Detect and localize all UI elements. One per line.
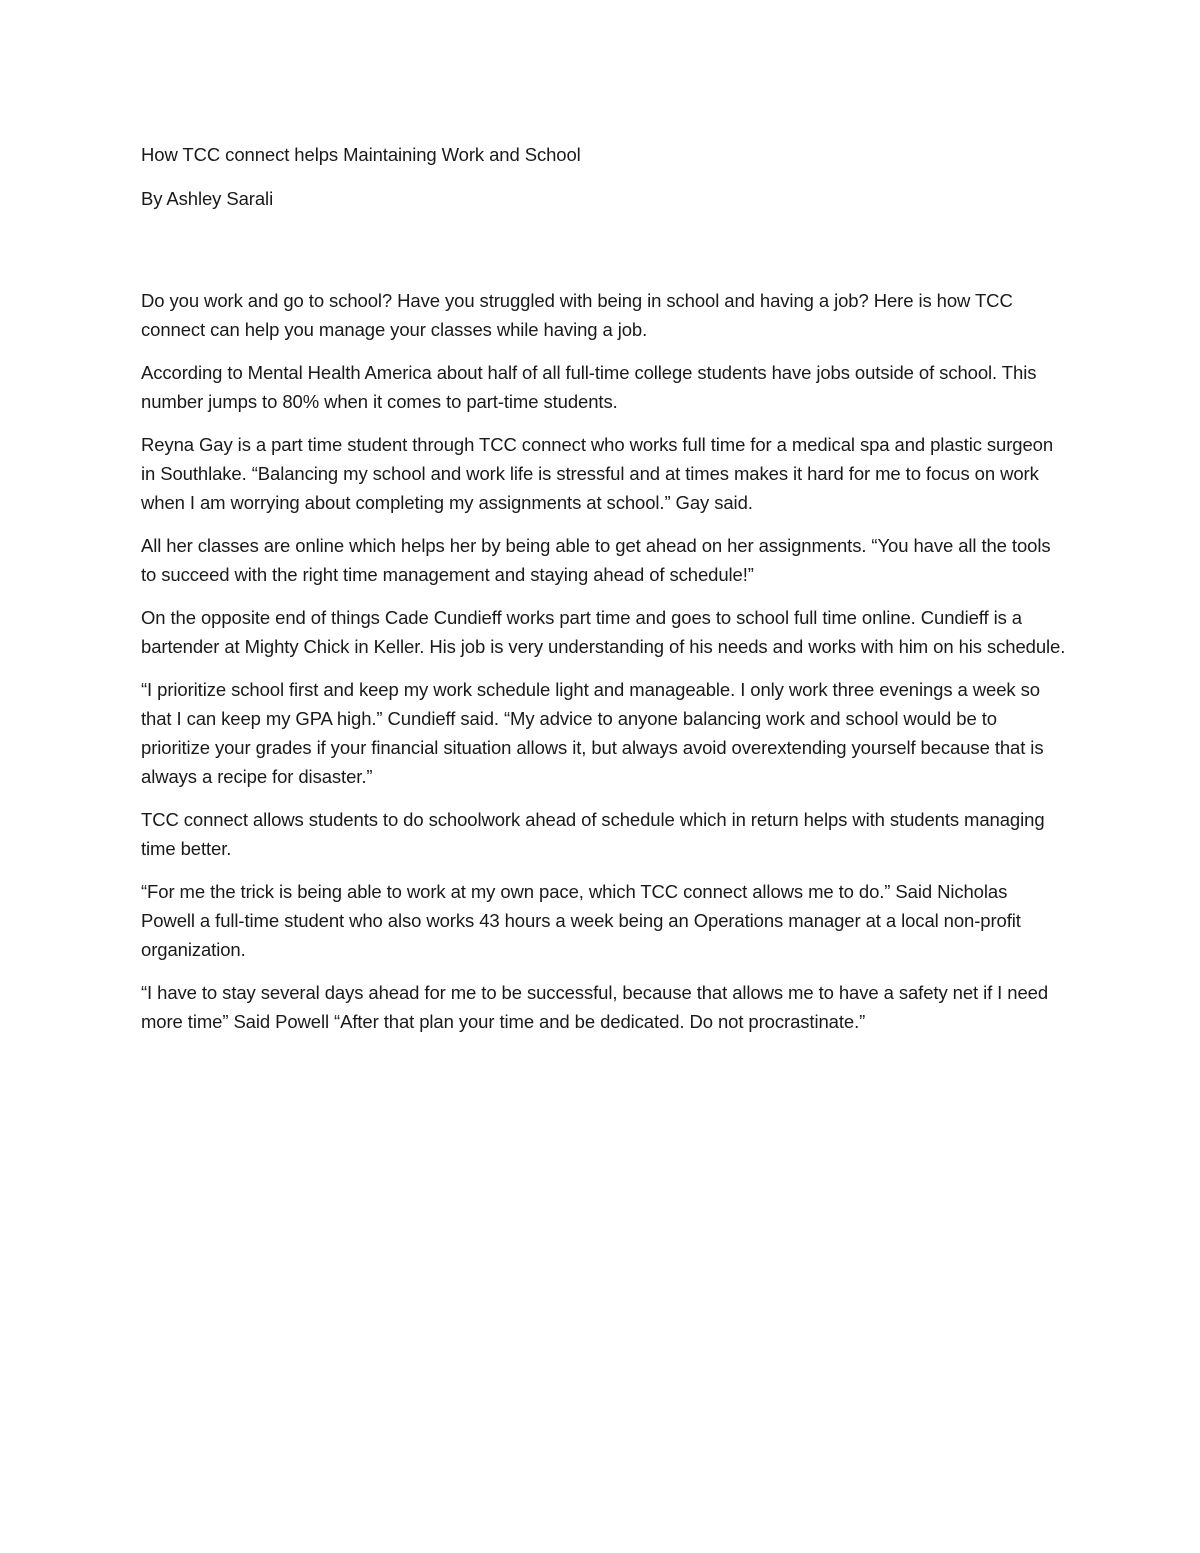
paragraph-cundieff-quote: “I prioritize school first and keep my work schedule light and manageable. I only work three evenings a week so that I can keep my GPA high.” Cundieff said. “My advice to anyone balancing work and school would be to prioritize your grades if your financial situation allows it, but always avoid overextending yourself because that is always a recipe for disaster.” xyxy=(141,679,1044,787)
paragraph-powell-quote: “I have to stay several days ahead for me to be successful, because that allows me to have a safety net if I need more time” Said Powell “After that plan your time and be dedicated. Do not procrastinate.” xyxy=(141,982,1049,1032)
document-body xyxy=(141,140,1066,1050)
paragraph-nicholas-powell: “For me the trick is being able to work at my own pace, which TCC connect allows me to do.” Said Nicholas Powell a full-time student who also works 43 hours a week being an Operations manager at a local non-profit organization. xyxy=(141,881,1021,960)
article-byline: By Ashley Sarali xyxy=(141,188,274,209)
paragraph-reyna-gay: Reyna Gay is a part time student through TCC connect who works full time for a medical spa and plastic surgeon in Southlake. “Balancing my school and work life is stressful and at times makes it hard for me to focus on work when I am worrying about completing my assignments at school.” Gay said. xyxy=(141,434,1054,513)
paragraph-intro: Do you work and go to school? Have you struggled with being in school and having a job? Here is how TCC connect can help you manage your classes while having a job. xyxy=(141,290,1013,340)
paragraph-schoolwork-ahead: TCC connect allows students to do schoolwork ahead of schedule which in return helps with students managing time better. xyxy=(141,809,1045,859)
paragraph-statistics: According to Mental Health America about half of all full-time college students have jobs outside of school. This number jumps to 80% when it comes to part-time students. xyxy=(141,362,1037,412)
paragraph-cade-cundieff: On the opposite end of things Cade Cundieff works part time and goes to school full time online. Cundieff is a bartender at Mighty Chick in Keller. His job is very understanding of his needs and works with him on his schedule. xyxy=(141,607,1066,657)
paragraph-online-classes: All her classes are online which helps her by being able to get ahead on her assignments. “You have all the tools to succeed with the right time management and staying ahead of schedule!” xyxy=(141,535,1051,585)
article-title: How TCC connect helps Maintaining Work and School xyxy=(141,144,581,165)
